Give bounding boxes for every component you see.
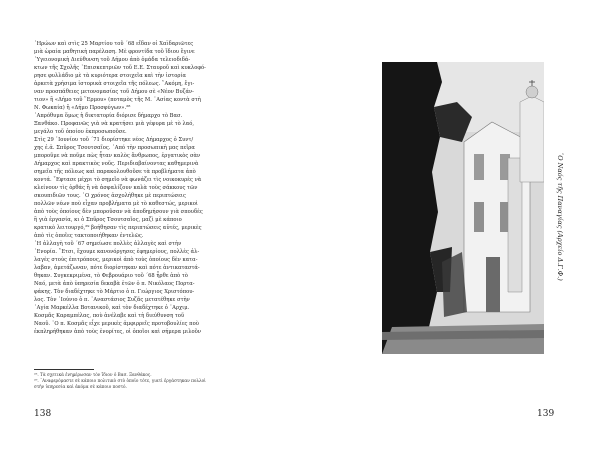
body-line: ῾Η ἀλλαγὴ τοῦ ΄67 σημείωσε πολλὲς ἀλλαγὲς καὶ στὴν [34,241,182,247]
footnote-line: ²⁸. Τὰ σχετικὰ ἐνημέρωσαν τὸν ἴδιον ὁ Βασ. Ξανθάκος. [34,372,152,377]
body-line: ᾿Απρόθυμα ὅμως ἡ δικτατορία διόρισε δήμαρχο τὸ Βασ. [34,113,183,119]
body-line: Ναό, μετὰ ἀπὸ ὑπηρεσία δεκαβὰ ἐτῶν ὁ π. Νικόλαος Πορτα- [34,281,195,287]
body-line: λαβαν, ἀμετάζωναν, πότε διορίστηκαν καὶ πότε ἀντικαταστά- [34,265,200,271]
footnote-rule [34,369,94,370]
body-line: ῾Υγειονομικὴ Διεύθυνση τοῦ Δήμου ἀπὸ ὁμάδα τελειοδιδά- [34,57,191,63]
body-line: ῾Αγία Μαρκέλλα Βοτανικοῦ, καὶ τὸν διαδέχτηκε ὁ ᾿Αρχιμ. [34,305,190,311]
body-line: ρησε φυλλάδιο μὲ τὰ κυριότερα στοιχεῖα καὶ τὴν ἱστορία [34,73,187,79]
body-line: κρατικὸ λειτουργό,²⁹ βοήθησαν τὶς περιπτώσεις αὐτές, μερικὲς [34,225,202,231]
footnote-line: ²⁹. ᾿Αναφερόμαστε σὲ κάποιο πολιτικὸ στὸ ὁποῖο τότε, γιατὶ ἐργάστηκαν πολλοὶ [34,378,206,383]
body-line: ἀπὸ τοὺς ὁποίους δὲν μποροῦσαν νὰ ἀποδημήσουν γιὰ σπουδὲς [34,209,203,215]
body-line: θηκαν. Συγκεκριμένα, τὸ Φεβρουάριο τοῦ ΄68 ἦρθε ἀπὸ τὸ [34,273,188,279]
body-line: ἀπὸ τὶς ὁποῖες τακτοποιήθηκαν ἐντελῶς. [34,233,144,239]
photo-caption-text: ῾Ο Ναός τῆς Παναγίας (Αρχείο Δ.Γ.Φ.) [556,152,564,281]
body-line: φάκης. Τὸν διαδέχτηκε τὸ Μάρτιο ὁ π. Γεώργιος Χριστόπου- [34,289,195,295]
body-line: Ξανθάκο. Προφανῶς γιὰ νὰ κρατήσει μιὰ γέφυρα μὲ τὸ λαό, [34,121,195,127]
body-line: ἢ γιὰ ἐργασία, κι ὁ Σπῦρος Τσουτσαῖος, μαζὶ μὲ κάποιο [34,217,182,223]
body-line: λος. Τὸν ᾿Ιούνιο ὁ π. ᾿Αναστάσιος Συζᾶς μετατέθηκε στὴν [34,297,190,303]
body-line: χης ἐ.ἀ. Σπῦρος Τσουτσαῖος. ᾿Από τὴν προσωπικὴ μας πεῖρα [34,145,195,151]
left-page [34,40,296,440]
body-line: ῾Ηρώων καὶ στὶς 25 Μαρτίου τοῦ ΄68 εἴδαν οἱ Χαϊδαριῶτες [34,41,194,47]
body-line: Δήμαρχος καὶ πρακτικὸς νοῦς. Περιδιαβαίνοντας καθημερινὰ [34,161,199,167]
body-line: τιον» ἢ «Δήμο τοῦ ῞Ερμου» (ποταμὸς τῆς Μ. ᾿Ασίας κοντὰ στὴ [34,97,201,103]
body-line: ναν προσπάθειες μετονομασίας τοῦ Δήμου σὲ «Νέον Βυζάν- [34,89,194,95]
footnote-line: στὴν ὑπηρεσία καὶ ἀκόμα σὲ κάποιο ποστό. [34,384,127,389]
page-number-right: 139 [537,409,555,419]
body-line: κτων τῆς Σχολῆς ᾿Επισκεπτριῶν τοῦ Ε.Ε. Σταυροῦ καὶ κυκλοφό- [34,65,206,71]
body-line: σημεῖα τῆς πόλεως καὶ παρακολουθοῦσε τὰ προβλήματα ἀπὸ [34,169,196,175]
body-line: λαγὲς στοὺς ἐπιτρόπους, μερικοὶ ἀπὸ τοὺς ὁποίους δὲν κατα- [34,257,198,263]
body-line: πολλῶν νέων ποὺ εἶχαν προβλήματα μὲ τὸ καθεστώς, μερικοὶ [34,201,198,207]
right-page [300,0,600,450]
body-line: μποροῦμε νὰ ποῦμε πὼς ἦταν καλὸς ἄνθρωπος, ἐργατικὸς σὰν [34,153,201,159]
body-line: σκουπιδιῶν τους. ῾Ο χρόνος ἀσχολήθηκε μὲ περιπτώσεις [34,193,186,199]
body-line: Κοσμᾶς Καραμπέλας, ποὺ ἀνέλαβε καὶ τὴ διεύθυνση τοῦ [34,313,185,319]
body-line: Ν. Φωκαία) ἢ «Δήμο Προσφύγων».²⁸ [34,105,131,111]
body-line: μιὰ ὡραία μαθητικὴ παρέλαση. Μὲ φροντίδα τοῦ ἴδιου ἔγινε [34,49,195,55]
body-line: κοντά. ῎Εφτασε μέχρι τὸ σημεῖο νὰ φωνάζει τὶς νοικοκυρὲς νὰ [34,177,202,183]
page-number-left: 138 [34,409,52,419]
body-line: μεγάλο τοῦ ὁποίου ἐκπροσωποῦσε. [34,129,127,135]
body-line: ἐκπληρήθηκαν ἀπὸ τοὺς ἐνορίτες, οἱ ὁποῖοι καὶ σήμερα μιλοῦν [34,329,201,335]
body-line: κλείνουν τὶς ὀρθάς ἢ νὰ ἀσφαλίζουν καλὰ τοὺς σάκκους τῶν [34,185,198,191]
body-line: ῾Ενορία. ῎Ετσι, ἔχουμε κανονόργησες ἐφημερίους, πολλὲς ἀλ- [34,249,200,255]
body-line: ἀρκετὰ χρήσιμα ἱστορικὰ στοιχεῖα τῆς πόλεως. ῞Ακόμη, ἔγι- [34,81,195,87]
body-line: Ναοῦ. ῾Ο π. Κοσμᾶς εἶχε μερικὲς ἀμφιρρεῖς προτοβουλίες ποὺ [34,321,199,327]
body-line: Στὶς 29 ᾿Ιουνίου τοῦ ΄71 διορίστηκε νέος Δήμαρχος ὁ Συντ/ [34,137,194,143]
church-photo [382,62,544,354]
